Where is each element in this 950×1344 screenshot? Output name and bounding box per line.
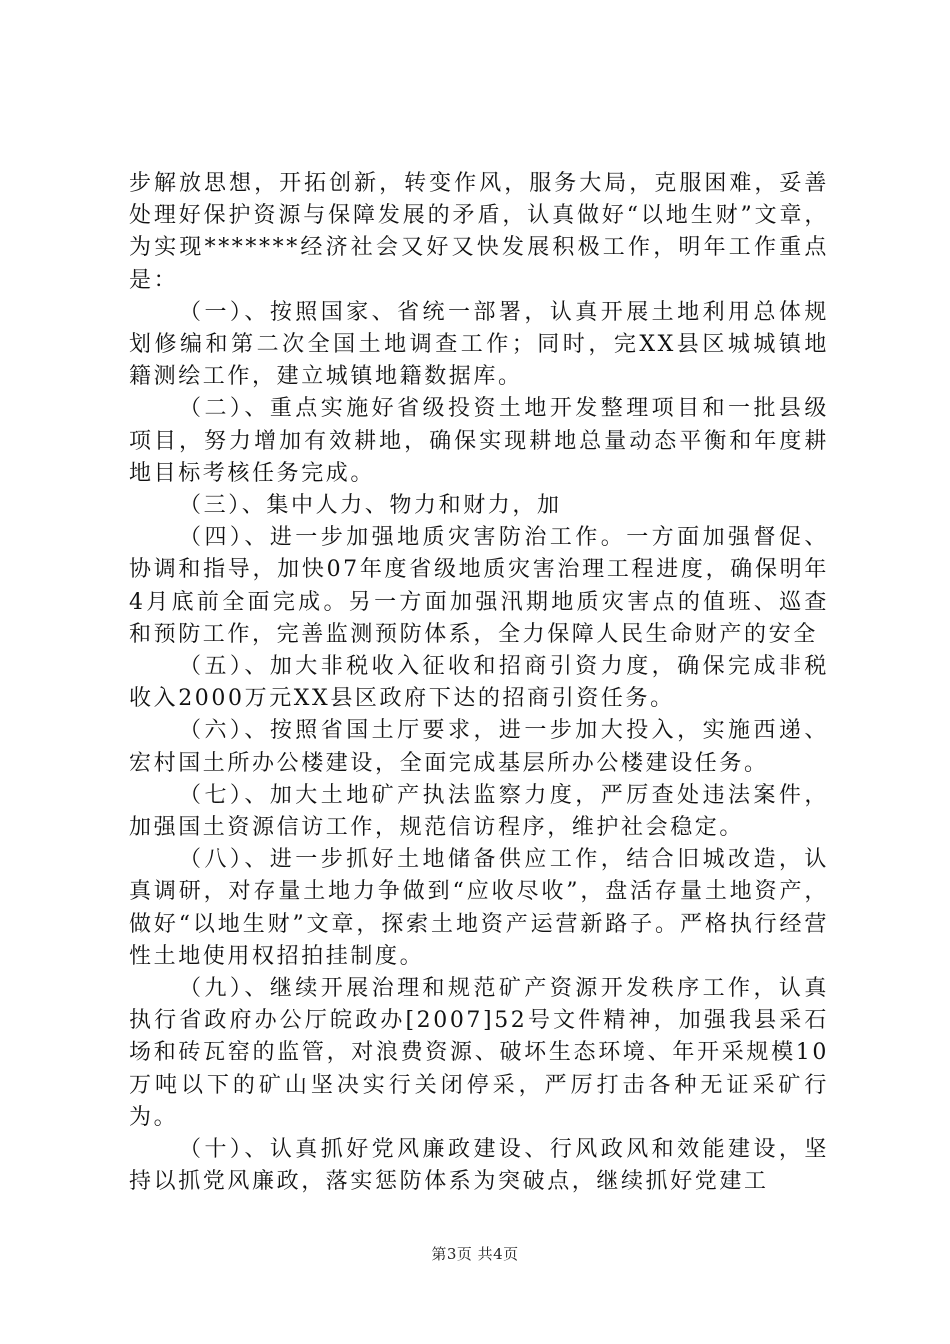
paragraph-item-3: （三）、集中人力、物力和财力，加: [179, 493, 562, 519]
paragraph-item-8: （八）、进一步抓好土地储备供应工作，结合旧城改造，认真调研，对存量土地力争做到“应收尽收”，盘活存量土地资产，做好“以地生财”文章，探索土地资产运营新路子。严格执行经营性土地使用权招拍挂制度。: [129, 847, 829, 969]
paragraph-item-1: （一）、按照国家、省统一部署，认真开展土地利用总体规划修编和第二次全国土地调查工作；同时，完XX县区城城镇地籍测绘工作，建立城镇地籍数据库。: [129, 299, 829, 390]
paragraph-item-6: （六）、按照省国土厅要求，进一步加大投入，实施西递、宏村国土所办公楼建设，全面完成基层所办公楼建设任务。: [129, 718, 829, 776]
paragraph-intro: 步解放思想，开拓创新，转变作风，服务大局，克服困难，妥善处理好保护资源与保障发展的矛盾，认真做好“以地生财”文章，为实现*******经济社会又好又快发展积极工作，明年工作重点是：: [129, 171, 829, 293]
page-number-footer: 第3页 共4页: [431, 1245, 519, 1263]
paragraph-item-9: （九）、继续开展治理和规范矿产资源开发秩序工作，认真执行省政府办公厅皖政办[2007]52号文件精神，加强我县采石场和砖瓦窑的监管，对浪费资源、破坏生态环境、年开采规模10万吨以下的矿山坚决实行关闭停采，严厉打击各种无证采矿行为。: [129, 976, 829, 1130]
paragraph-item-4: （四）、进一步加强地质灾害防治工作。一方面加强督促、协调和指导，加快07年度省级地质灾害治理工程进度，确保明年4月底前全面完成。另一方面加强汛期地质灾害点的值班、巡查和预防工作，完善监测预防体系，全力保障人民生命财产的安全: [129, 525, 829, 647]
paragraph-item-5: （五）、加大非税收入征收和招商引资力度，确保完成非税收入2000万元XX县区政府下达的招商引资任务。: [129, 654, 829, 712]
paragraph-item-10: （十）、认真抓好党风廉政建设、行风政风和效能建设，坚持以抓党风廉政，落实惩防体系为突破点，继续抓好党建工: [129, 1137, 829, 1195]
paragraph-item-2: （二）、重点实施好省级投资土地开发整理项目和一批县级项目，努力增加有效耕地，确保实现耕地总量动态平衡和年度耕地目标考核任务完成。: [129, 396, 829, 486]
document-body: [129, 168, 829, 1199]
paragraph-item-7: （七）、加大土地矿产执法监察力度，严厉查处违法案件，加强国土资源信访工作，规范信访程序，维护社会稳定。: [129, 782, 829, 841]
